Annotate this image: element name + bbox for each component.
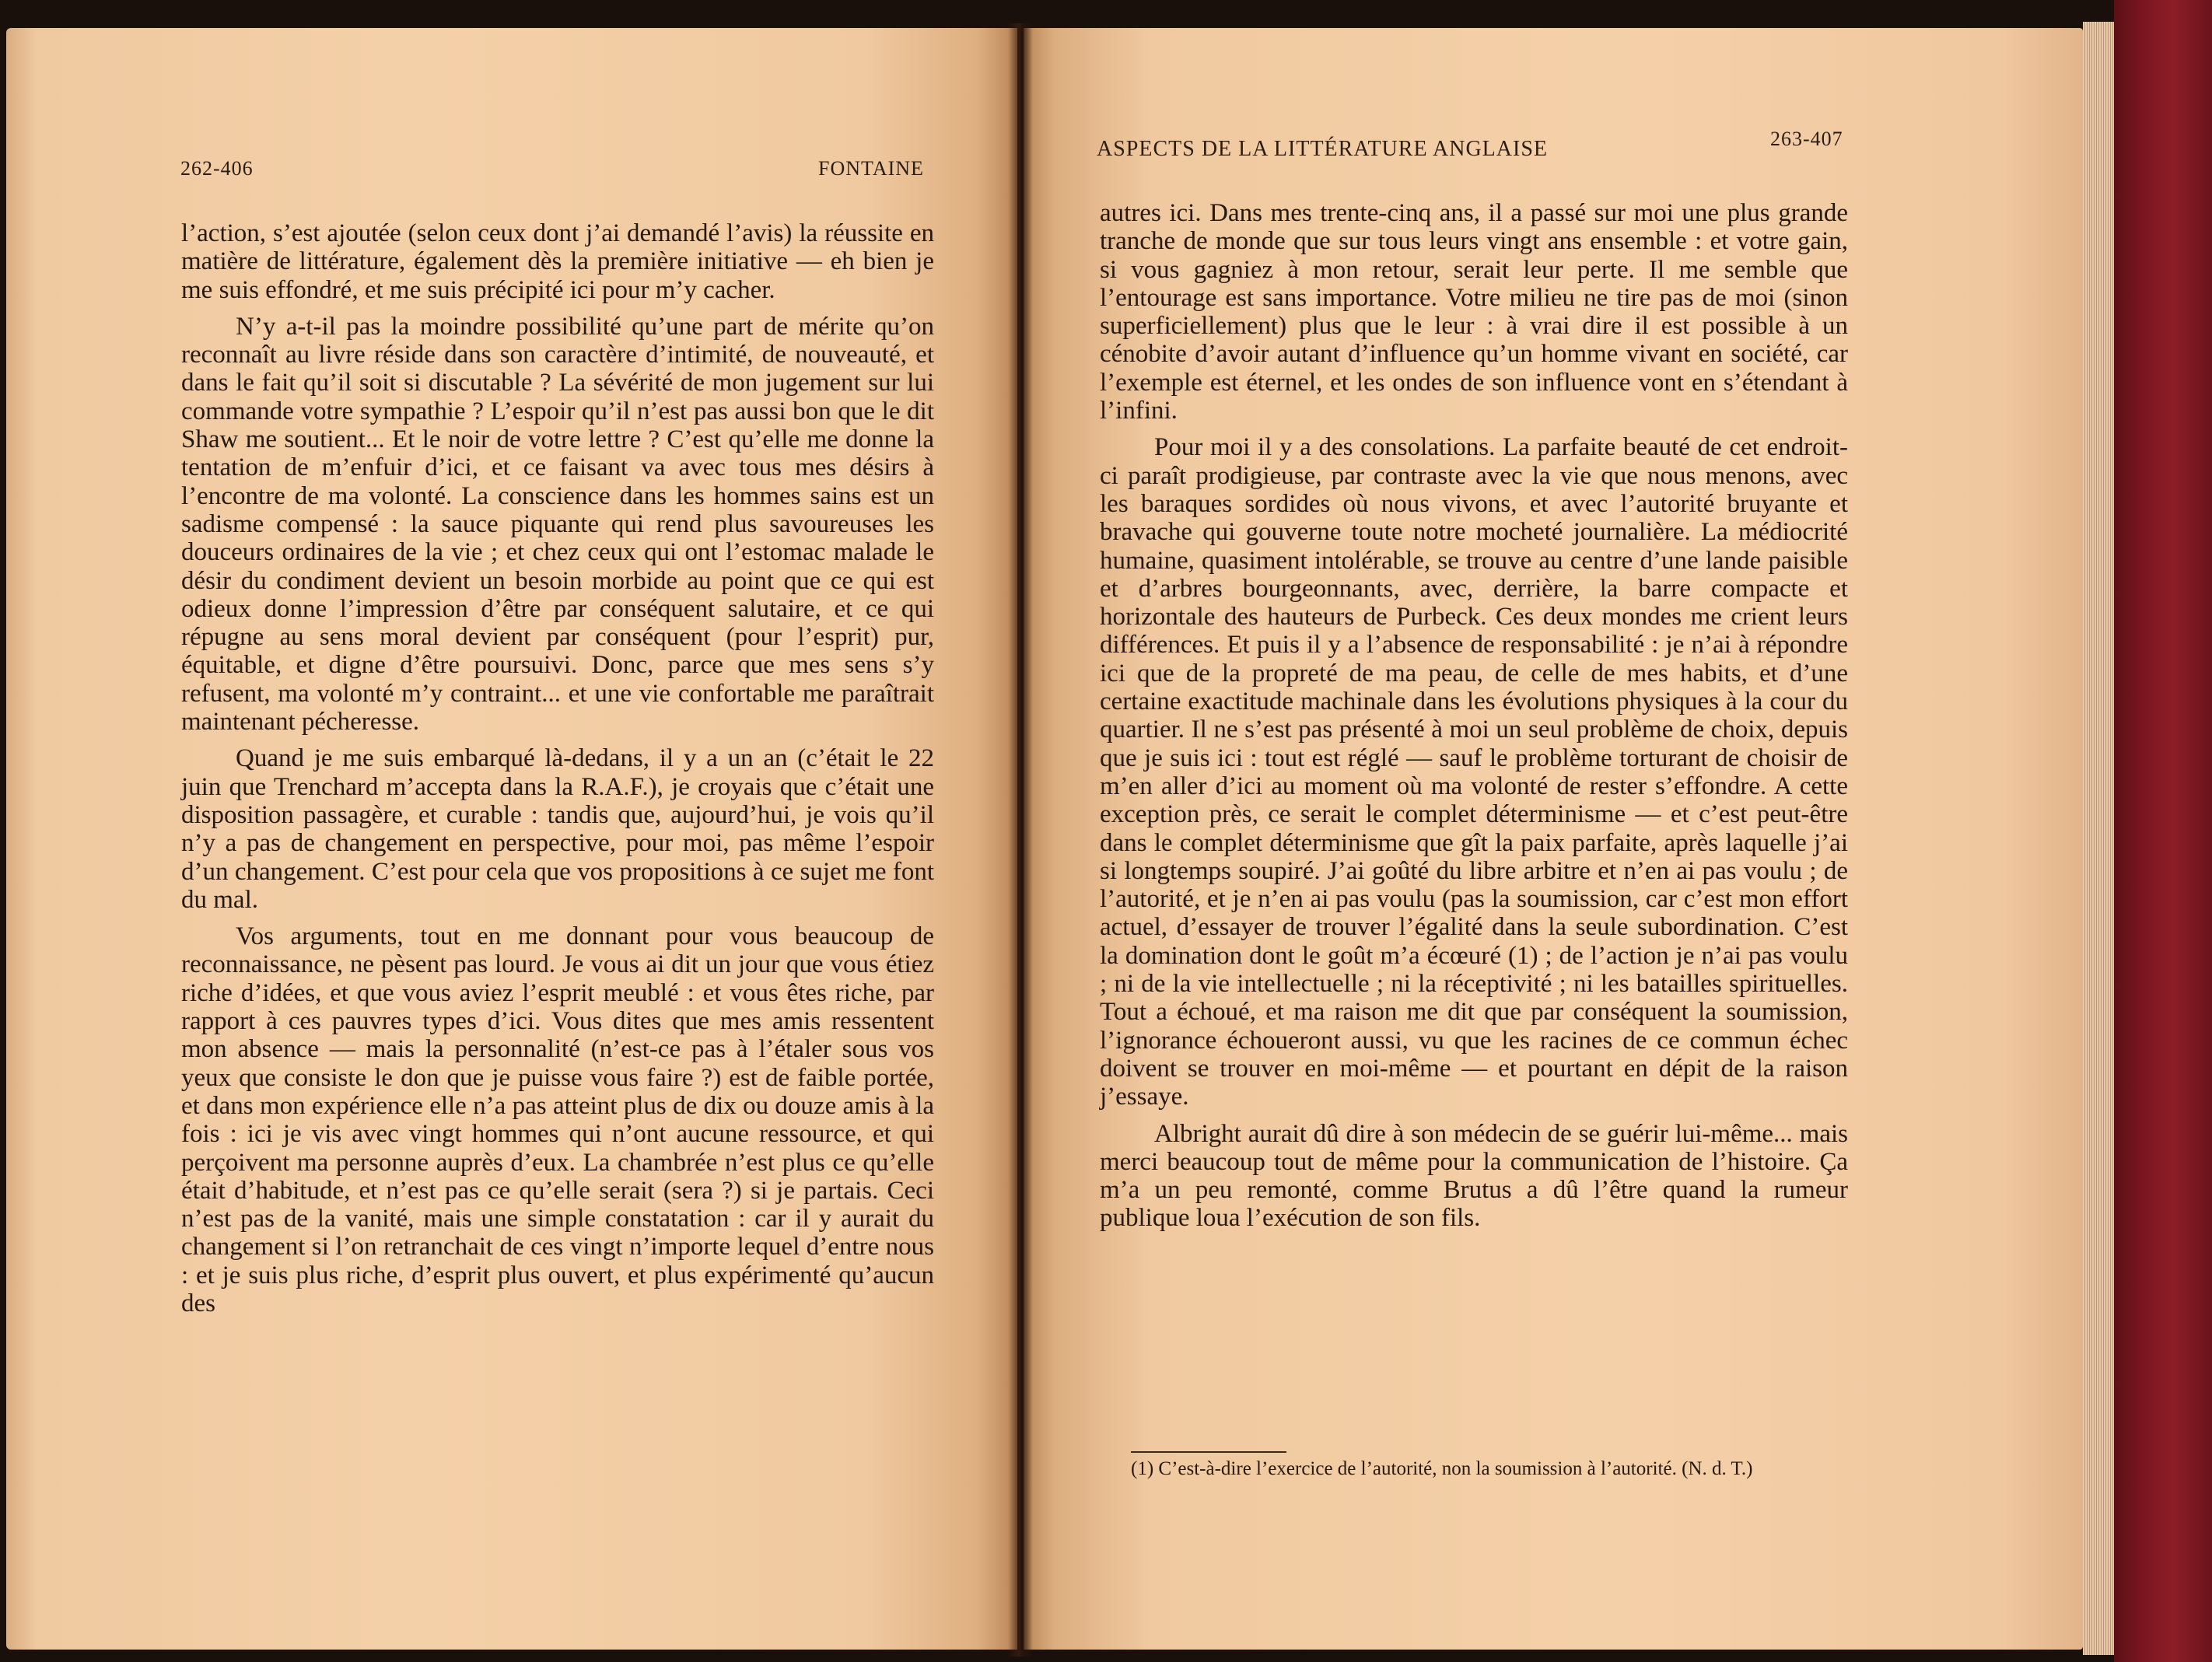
- right-page-text: [1100, 199, 1848, 1241]
- book-gutter: [1008, 23, 1033, 1657]
- footnote: (1) C’est-à-dire l’exercice de l’autorité, non la soumission à l’autorité. (N. d. T.): [1131, 1458, 1753, 1479]
- left-running-head: FONTAINE: [818, 157, 924, 180]
- left-page-text: [181, 219, 934, 1326]
- left-paragraph-3: Quand je me suis embarqué là-dedans, il y a un an (c’était le 22 juin que Trenchard m’accepta dans la R.A.F.), je croyais que c’était une disposition passagère, et curable : tandis que, aujourd’hui, je vois qu’il n’y a pas de changement en perspective, pour moi, pas même l’espoir d’un changement. C’est pour cela que vos propositions à ce sujet me font du mal.: [181, 744, 934, 914]
- right-paragraph-3: Albright aurait dû dire à son médecin de se guérir lui-même... mais merci beaucoup tout de même pour la communication de l’histoire. Ça m’a un peu remonté, comme Brutus a dû l’être quand la rumeur publique loua l’exécution de son fils.: [1100, 1119, 1848, 1233]
- left-paragraph-4: Vos arguments, tout en me donnant pour vous beaucoup de reconnaissance, ne pèsent pas lourd. Je vous ai dit un jour que vous étiez riche d’idées, et que vous aviez l’esprit meublé : et vous êtes riche, par rapport à ces pauvres types d’ici. Vous dites que mes amis ressentent mon absence — mais la personnalité (n’est-ce pas à l’étaler sous vos yeux que consiste le don que je puisse vous faire ?) est de faible portée, et dans mon expérience elle n’a pas atteint plus de dix ou douze amis à la fois : ici je vis avec vingt hommes qui n’ont aucune ressource, et qui perçoivent ma personne auprès d’eux. La chambrée n’est plus ce qu’elle était d’habitude, et n’est pas ce qu’elle serait (sera ?) si je partais. Ceci n’est pas de la vanité, mais une simple constatation : car il y aurait du changement si l’on retranchait de ces vingt n’importe lequel d’entre nous : et je suis plus riche, d’esprit plus ouvert, et plus expérimenté qu’aucun des: [181, 922, 934, 1317]
- left-paragraph-1: l’action, s’est ajoutée (selon ceux dont j’ai demandé l’avis) la réussite en matière de littérature, également dès la première initiative — eh bien je me suis effondré, et me suis précipité ici pour m’y cacher.: [181, 219, 934, 304]
- left-page-number: 262-406: [180, 157, 254, 180]
- right-paragraph-2: Pour moi il y a des consolations. La parfaite beauté de cet endroit-ci paraît prodigieuse, par contraste avec la vie que nous menons, avec les baraques sordides où nous vivons, et avec l’autorité bruyante et bravache qui gouverne toute notre mocheté journalière. La médiocrité humaine, quasiment intolérable, se trouve au centre d’une lande paisible et d’arbres bourgeonnants, avec, derrière, la barre compacte et horizontale des hauteurs de Purbeck. Ces deux mondes me crient leurs différences. Et puis il y a l’absence de responsabilité : je n’ai à répondre ici que de la propreté de ma peau, de celle de mes habits, et d’une certaine exactitude machinale dans les évolutions physiques à la cour du quartier. Il ne s’est pas présenté à moi un seul problème de choix, depuis que je suis ici : tout est réglé — sauf le problème torturant de choisir de m’en aller d’ici au moment où ma volonté de rester s’effondre. A cette exception près, ce serait le complet déterminisme — et c’est peut-être dans le complet déterminisme que gît la paix parfaite, après laquelle j’ai si longtemps soupiré. J’ai goûté du libre arbitre et n’en ai pas voulu ; de l’autorité, et je n’en ai pas voulu (pas la soumission, car c’est mon effort actuel, d’essayer de trouver l’égalité dans la seule subordination. C’est la domination dont le goût m’a écœuré (1) ; de l’action je n’ai pas voulu ; ni de la vie intellectuelle ; ni la réceptivité ; ni les batailles spirituelles. Tout a échoué, et ma raison me dit que par conséquent la soumission, l’ignorance échoueront aussi, vu que les racines de ce commun échec doivent se trouver en moi-même — et pourtant en dépit de la raison j’essaye.: [1100, 433, 1848, 1111]
- book-cover-edge: [2114, 0, 2212, 1662]
- right-page-number: 263-407: [1770, 128, 1843, 150]
- right-paragraph-1: autres ici. Dans mes trente-cinq ans, il a passé sur moi une plus grande tranche de monde que sur tous leurs vingt ans ensemble : et votre gain, si vous gagniez à mon retour, serait leur perte. Il me semble que l’entourage est sans importance. Votre milieu ne tire pas de moi (sinon superficiellement) plus que le leur : à vrai dire il est possible à un cénobite d’avoir autant d’influence qu’un homme vivant en société, car l’exemple est éternel, et les ondes de son influence vont en s’étendant à l’infini.: [1100, 199, 1848, 425]
- left-paragraph-2: N’y a-t-il pas la moindre possibilité qu’une part de mérite qu’on reconnaît au livre réside dans son caractère d’intimité, de nouveauté, et dans le fait qu’il soit si discutable ? La sévérité de mon jugement sur lui commande votre sympathie ? L’espoir qu’il n’est pas aussi bon que le dit Shaw me soutient... Et le noir de votre lettre ? C’est qu’elle me donne la tentation de m’enfuir d’ici, et ce faisant va avec tous mes désirs à l’encontre de ma volonté. La conscience dans les hommes sains est un sadisme compensé : la sauce piquante qui rend plus savoureuses les douceurs ordinaires de la vie ; et chez ceux qui ont l’estomac malade le désir du condiment devient un besoin morbide au point que ce qui est odieux donne l’impression d’être par conséquent salutaire, et ce qui répugne au sens moral devient par conséquent (pour l’esprit) pur, équitable, et digne d’être poursuivi. Donc, parce que mes sens s’y refusent, ma volonté m’y contraint... et une vie confortable me paraîtrait maintenant pécheresse.: [181, 312, 934, 737]
- footnote-rule: [1131, 1451, 1286, 1453]
- right-running-head: ASPECTS DE LA LITTÉRATURE ANGLAISE: [1097, 137, 1548, 161]
- page-edges: [2083, 22, 2114, 1655]
